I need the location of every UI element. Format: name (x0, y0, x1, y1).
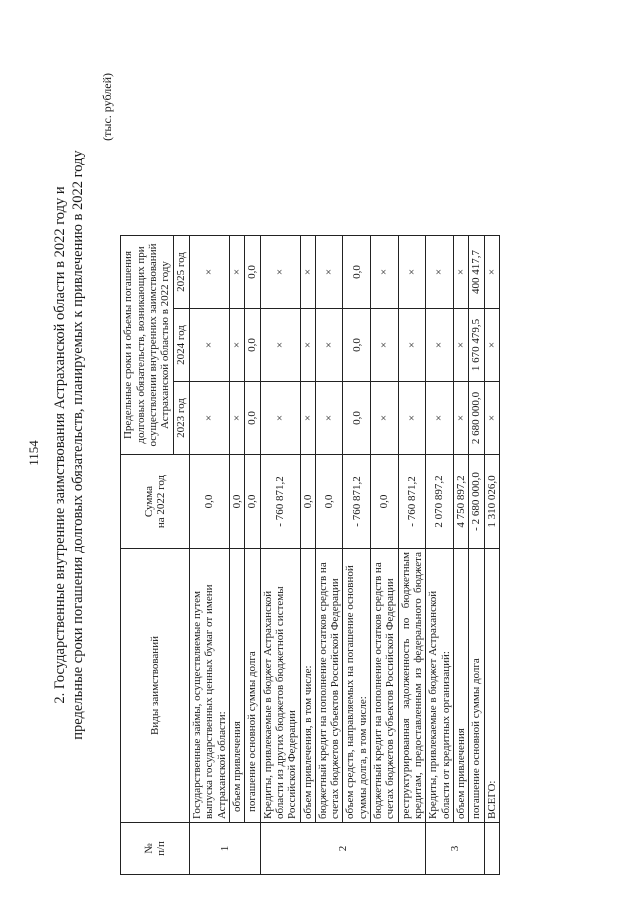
row-description: объем привлечения (229, 549, 244, 823)
row-sum: - 2 680 000,0 (469, 455, 484, 549)
row-description: Государственные займы, осуществляемые путем выпуска государственных ценных бумаг от имени Астраханской области: (190, 549, 230, 823)
row-description: реструктурированная задолженность по бюджетным кредитам, предоставленным из федерального бюджета (398, 549, 426, 823)
header-kind (121, 549, 190, 823)
table-row (300, 236, 315, 875)
row-description: Кредиты, привлекаемые в бюджет Астраханской области из других бюджетов бюджетной системы Российской Федерации (260, 549, 300, 823)
header-terms-text: Предельные сроки и объемы погашения долговых обязательств, возникающих при осуществлении внутренних заимствований Астраханской областью в 2022 году (122, 243, 172, 447)
table-row (245, 236, 260, 875)
row-description: погашение основной суммы долга (245, 549, 260, 823)
row-sum: 4 750 897,2 (453, 455, 468, 549)
table-row (229, 236, 244, 875)
row-sum: 0,0 (300, 455, 315, 549)
row-2025: × (300, 236, 315, 309)
row-2025: 0,0 (245, 236, 260, 309)
total-2024: × (484, 309, 499, 382)
row-sum: 2 070 897,2 (426, 455, 454, 549)
row-2025: × (453, 236, 468, 309)
total-number-cell (484, 823, 499, 875)
row-2023: 0,0 (343, 382, 371, 455)
row-2024: × (300, 309, 315, 382)
row-2023: × (190, 382, 230, 455)
row-2023: × (315, 382, 343, 455)
row-2024: × (260, 309, 300, 382)
row-sum: 0,0 (245, 455, 260, 549)
row-2023: × (260, 382, 300, 455)
row-sum: 0,0 (229, 455, 244, 549)
table-row (453, 236, 468, 875)
row-description: бюджетный кредит на пополнение остатков средств на счетах бюджетов субъектов Российской Федерации (315, 549, 343, 823)
total-sum: 1 310 026,0 (484, 455, 499, 549)
row-description: погашение основной суммы долга (469, 549, 484, 823)
row-2023: 2 680 000,0 (469, 382, 484, 455)
row-2025: × (426, 236, 454, 309)
row-2025: 0,0 (343, 236, 371, 309)
table-total-row (484, 236, 499, 875)
group-number: 3 (426, 823, 484, 875)
row-2023: × (453, 382, 468, 455)
table-row (343, 236, 371, 875)
header-terms (121, 236, 174, 455)
table-header-row (121, 236, 174, 875)
document-title-line-1: 2. Государственные внутренние заимствования Астраханской области в 2022 году и (52, 186, 68, 704)
row-2025: × (190, 236, 230, 309)
row-2023: × (229, 382, 244, 455)
total-label: ВСЕГО: (484, 549, 499, 823)
row-2024: × (371, 309, 399, 382)
table-row (315, 236, 343, 875)
row-2025: × (371, 236, 399, 309)
row-2024: × (229, 309, 244, 382)
row-sum: 0,0 (190, 455, 230, 549)
table-row (371, 236, 399, 875)
row-sum: - 760 871,2 (398, 455, 426, 549)
row-2024: × (190, 309, 230, 382)
header-year-2025: 2025 год (174, 236, 190, 309)
document-title-line-2: предельные сроки погашения долговых обязательств, планируемых к привлечению в 2022 году (70, 150, 86, 740)
table-row (260, 236, 300, 875)
table-row (469, 236, 484, 875)
total-2025: × (484, 236, 499, 309)
table-row (398, 236, 426, 875)
header-kind-text: Виды заимствований (148, 636, 161, 735)
row-sum: - 760 871,2 (343, 455, 371, 549)
page-number: 1154 (26, 440, 41, 466)
row-2023: × (300, 382, 315, 455)
header-year-2024: 2024 год (174, 309, 190, 382)
table-row (190, 236, 230, 875)
row-2023: 0,0 (245, 382, 260, 455)
row-sum: - 760 871,2 (260, 455, 300, 549)
row-sum: 0,0 (315, 455, 343, 549)
group-number: 1 (190, 823, 261, 875)
row-2025: × (398, 236, 426, 309)
row-sum: 0,0 (371, 455, 399, 549)
header-sum-text: Сумма на 2022 год (142, 474, 167, 529)
units-note: (тыс. рублей) (100, 73, 114, 141)
row-2024: 0,0 (245, 309, 260, 382)
row-2024: × (398, 309, 426, 382)
row-2024: 1 670 479,5 (469, 309, 484, 382)
header-number (121, 823, 190, 875)
row-description: Кредиты, привлекаемые в бюджет Астраханской области от кредитных организаций: (426, 549, 454, 823)
header-year-2023: 2023 год (174, 382, 190, 455)
row-description: объем привлечения (453, 549, 468, 823)
row-2024: × (453, 309, 468, 382)
row-2023: × (398, 382, 426, 455)
row-description: объем средств, направляемых на погашение основной суммы долга, в том числе: (343, 549, 371, 823)
row-description: бюджетный кредит на пополнение остатков средств на счетах бюджетов субъектов Российской Федерации (371, 549, 399, 823)
row-2025: × (315, 236, 343, 309)
header-sum (121, 455, 190, 549)
row-2024: 0,0 (343, 309, 371, 382)
row-2025: × (260, 236, 300, 309)
group-number: 2 (260, 823, 426, 875)
row-2025: × (229, 236, 244, 309)
row-2023: × (371, 382, 399, 455)
row-2025: 400 417,7 (469, 236, 484, 309)
total-2023: × (484, 382, 499, 455)
row-2024: × (315, 309, 343, 382)
row-2024: × (426, 309, 454, 382)
table-row (426, 236, 454, 875)
borrowings-table (120, 235, 500, 875)
row-description: объем привлечения, в том числе: (300, 549, 315, 823)
row-2023: × (426, 382, 454, 455)
header-number-text: № п/п (142, 841, 167, 856)
